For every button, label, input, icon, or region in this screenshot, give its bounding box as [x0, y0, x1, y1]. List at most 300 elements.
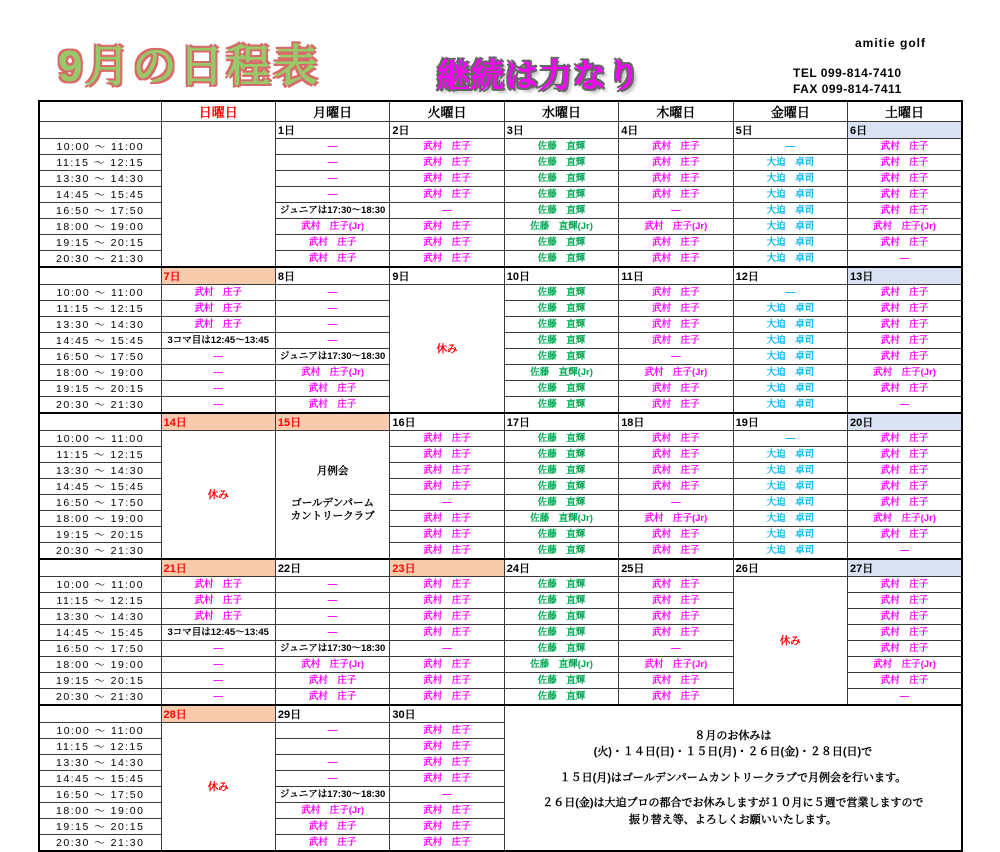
text-line: (火)・１４日(日)・１５日(月)・２６日(金)・２８日(日)で	[593, 746, 873, 759]
schedule-cell: ―	[275, 723, 389, 739]
schedule-cell: 武村 庄子	[848, 495, 962, 511]
schedule-cell: 大迫 卓司	[733, 543, 847, 560]
time-slot-label: 16:50 ～ 17:50	[39, 787, 161, 803]
time-column-spacer	[39, 122, 161, 139]
time-slot-label: 16:50 ～ 17:50	[39, 349, 161, 365]
schedule-cell: ―	[275, 609, 389, 625]
time-slot-label: 18:00 ～ 19:00	[39, 803, 161, 819]
schedule-cell: 佐藤 直輝(Jr)	[504, 219, 618, 235]
date-row	[39, 413, 962, 431]
schedule-cell: 大迫 卓司	[733, 381, 847, 397]
schedule-cell: ―	[275, 577, 389, 593]
schedule-cell: 武村 庄子	[848, 301, 962, 317]
schedule-cell: 武村 庄子	[848, 139, 962, 155]
schedule-cell: 佐藤 直輝	[504, 155, 618, 171]
time-slot-label: 14:45 ～ 15:45	[39, 479, 161, 495]
date-row	[39, 559, 962, 577]
date-cell: 6日	[848, 122, 962, 139]
schedule-cell: 武村 庄子	[619, 527, 733, 543]
schedule-cell: ―	[275, 593, 389, 609]
time-slot-label: 20:30 ～ 21:30	[39, 689, 161, 706]
schedule-cell: 佐藤 直輝	[504, 543, 618, 560]
schedule-cell: 大迫 卓司	[733, 171, 847, 187]
schedule-cell: ―	[619, 641, 733, 657]
fax-line: FAX 099-814-7411	[793, 81, 902, 96]
date-cell: 20日	[848, 413, 962, 431]
motto-text: 継続は力なり	[437, 57, 641, 94]
schedule-cell: ―	[733, 431, 847, 447]
time-slot-label: 18:00 ～ 19:00	[39, 657, 161, 673]
schedule-cell: 武村 庄子	[275, 235, 389, 251]
schedule-cell: ―	[161, 381, 275, 397]
schedule-cell: ―	[275, 317, 389, 333]
time-slot-label: 19:15 ～ 20:15	[39, 673, 161, 689]
schedule-cell: ―	[390, 787, 504, 803]
schedule-cell: 武村 庄子(Jr)	[619, 219, 733, 235]
company-name: amitie golf	[854, 36, 926, 50]
schedule-cell: 武村 庄子	[390, 251, 504, 268]
schedule-cell: ―	[390, 641, 504, 657]
schedule-cell: ―	[848, 689, 962, 706]
schedule-cell: 武村 庄子(Jr)	[275, 365, 389, 381]
schedule-cell: 武村 庄子(Jr)	[848, 657, 962, 673]
schedule-cell: 大迫 卓司	[733, 187, 847, 203]
schedule-cell: 武村 庄子(Jr)	[848, 365, 962, 381]
schedule-cell: 武村 庄子	[619, 609, 733, 625]
schedule-cell: 武村 庄子	[161, 301, 275, 317]
time-slot-label: 11:15 ～ 12:15	[39, 301, 161, 317]
schedule-cell: 武村 庄子	[619, 171, 733, 187]
schedule-cell: 武村 庄子	[848, 317, 962, 333]
schedule-cell: ―	[275, 625, 389, 641]
schedule-cell: 大迫 卓司	[733, 511, 847, 527]
schedule-cell: 佐藤 直輝	[504, 527, 618, 543]
day-header-monday: 月曜日	[275, 101, 389, 122]
schedule-cell: 武村 庄子	[390, 171, 504, 187]
date-cell: 4日	[619, 122, 733, 139]
schedule-cell: ―	[619, 203, 733, 219]
time-slot-label: 10:00 ～ 11:00	[39, 139, 161, 155]
closed-cell	[161, 723, 275, 852]
closed-cell	[390, 285, 504, 414]
schedule-cell: 武村 庄子	[848, 609, 962, 625]
time-slot-label: 11:15 ～ 12:15	[39, 593, 161, 609]
date-cell: 27日	[848, 559, 962, 577]
date-cell: 22日	[275, 559, 389, 577]
schedule-cell: 武村 庄子	[275, 673, 389, 689]
schedule-cell: 武村 庄子	[390, 431, 504, 447]
date-row	[39, 122, 962, 139]
date-cell: 16日	[390, 413, 504, 431]
schedule-cell: 武村 庄子	[390, 511, 504, 527]
schedule-cell: ―	[275, 333, 389, 349]
day-header-saturday: 土曜日	[848, 101, 962, 122]
schedule-cell: 武村 庄子	[848, 381, 962, 397]
schedule-cell: 武村 庄子	[390, 463, 504, 479]
date-cell: 19日	[733, 413, 847, 431]
schedule-cell: 武村 庄子	[390, 673, 504, 689]
time-slot-label: 19:15 ～ 20:15	[39, 527, 161, 543]
schedule-cell: 武村 庄子	[390, 155, 504, 171]
schedule-cell: 佐藤 直輝	[504, 317, 618, 333]
date-cell: 1日	[275, 122, 389, 139]
schedule-cell: 武村 庄子	[619, 285, 733, 301]
schedule-cell: 武村 庄子	[848, 577, 962, 593]
time-slot-label: 10:00 ～ 11:00	[39, 577, 161, 593]
schedule-cell: 佐藤 直輝	[504, 139, 618, 155]
schedule-cell: ジュニアは17:30～18:30	[275, 787, 389, 803]
schedule-cell: 佐藤 直輝	[504, 285, 618, 301]
schedule-cell: 武村 庄子(Jr)	[619, 365, 733, 381]
tel-line: TEL 099-814-7410	[793, 66, 902, 80]
schedule-cell: 武村 庄子	[619, 235, 733, 251]
schedule-cell: 佐藤 直輝(Jr)	[504, 365, 618, 381]
schedule-cell: 武村 庄子	[619, 431, 733, 447]
date-cell: 10日	[504, 267, 618, 285]
day-header-wednesday: 水曜日	[504, 101, 618, 122]
schedule-cell: 武村 庄子(Jr)	[848, 219, 962, 235]
time-slot-label: 19:15 ～ 20:15	[39, 235, 161, 251]
schedule-cell: 武村 庄子	[390, 447, 504, 463]
time-slot-label: 20:30 ～ 21:30	[39, 835, 161, 852]
schedule-cell: ―	[275, 187, 389, 203]
schedule-cell: ―	[275, 755, 389, 771]
schedule-cell: 佐藤 直輝(Jr)	[504, 511, 618, 527]
schedule-cell: 武村 庄子	[390, 139, 504, 155]
schedule-cell: 武村 庄子	[390, 723, 504, 739]
schedule-cell: 武村 庄子	[390, 625, 504, 641]
schedule-cell: 武村 庄子	[619, 381, 733, 397]
text-line: ８月のお休みは	[694, 729, 772, 742]
schedule-cell: 佐藤 直輝	[504, 609, 618, 625]
text-line: ゴールデンパーム	[291, 496, 375, 509]
schedule-cell: 武村 庄子	[848, 187, 962, 203]
text-line: １５日(月)はゴールデンパームカントリークラブで月例会を行います。	[559, 771, 907, 784]
schedule-cell: 武村 庄子	[390, 479, 504, 495]
text-line: 振り替え等、よろしくお願いいたします。	[628, 813, 837, 826]
schedule-cell: 武村 庄子	[848, 285, 962, 301]
schedule-cell: 大迫 卓司	[733, 251, 847, 268]
date-cell: 3日	[504, 122, 618, 139]
time-slot-label: 14:45 ～ 15:45	[39, 625, 161, 641]
text-line: 休み	[779, 635, 801, 647]
schedule-cell: 大迫 卓司	[733, 447, 847, 463]
date-cell: 29日	[275, 705, 389, 723]
schedule-cell: 武村 庄子	[619, 251, 733, 268]
schedule-cell: 武村 庄子(Jr)	[619, 657, 733, 673]
event-cell	[275, 431, 389, 560]
date-cell: 25日	[619, 559, 733, 577]
empty-day-cell	[161, 122, 275, 268]
time-slot-label: 13:30 ～ 14:30	[39, 463, 161, 479]
schedule-cell: 大迫 卓司	[733, 495, 847, 511]
schedule-cell: 武村 庄子	[390, 187, 504, 203]
schedule-cell: 大迫 卓司	[733, 527, 847, 543]
schedule-cell: ―	[161, 397, 275, 414]
schedule-cell: 佐藤 直輝	[504, 689, 618, 706]
schedule-cell: 武村 庄子(Jr)	[619, 511, 733, 527]
schedule-cell: 佐藤 直輝	[504, 463, 618, 479]
schedule-cell: 武村 庄子	[619, 689, 733, 706]
schedule-cell: 武村 庄子	[619, 447, 733, 463]
schedule-cell: 佐藤 直輝	[504, 593, 618, 609]
time-slot-label: 19:15 ～ 20:15	[39, 381, 161, 397]
schedule-cell: 3コマ目は12:45～13:45	[161, 333, 275, 349]
schedule-cell: 3コマ目は12:45～13:45	[161, 625, 275, 641]
time-slot-label: 18:00 ～ 19:00	[39, 365, 161, 381]
date-cell: 30日	[390, 705, 504, 723]
schedule-cell: 武村 庄子	[161, 577, 275, 593]
text-line: 休み	[436, 343, 458, 355]
date-cell: 14日	[161, 413, 275, 431]
closed-cell	[733, 577, 847, 706]
schedule-cell: 大迫 卓司	[733, 235, 847, 251]
schedule-cell: 佐藤 直輝	[504, 203, 618, 219]
schedule-cell: ―	[275, 301, 389, 317]
schedule-cell: 武村 庄子	[390, 771, 504, 787]
time-slot-label: 16:50 ～ 17:50	[39, 203, 161, 219]
schedule-cell: 武村 庄子	[275, 397, 389, 414]
schedule-cell: 武村 庄子	[275, 251, 389, 268]
schedule-cell: ―	[161, 641, 275, 657]
schedule-cell: 武村 庄子	[848, 463, 962, 479]
slot-row	[39, 431, 962, 447]
schedule-cell: 武村 庄子	[848, 171, 962, 187]
time-slot-label: 13:30 ～ 14:30	[39, 609, 161, 625]
schedule-table	[38, 100, 963, 852]
date-cell: 7日	[161, 267, 275, 285]
schedule-cell: 大迫 卓司	[733, 397, 847, 414]
schedule-cell: 武村 庄子(Jr)	[275, 657, 389, 673]
schedule-cell: ジュニアは17:30～18:30	[275, 641, 389, 657]
schedule-cell: 佐藤 直輝(Jr)	[504, 657, 618, 673]
schedule-cell: 武村 庄子	[161, 593, 275, 609]
schedule-cell: 佐藤 直輝	[504, 235, 618, 251]
time-column-spacer	[39, 559, 161, 577]
schedule-cell: 武村 庄子	[161, 285, 275, 301]
schedule-cell: 武村 庄子	[848, 349, 962, 365]
date-cell: 15日	[275, 413, 389, 431]
schedule-cell: ―	[161, 657, 275, 673]
schedule-cell: 武村 庄子	[619, 333, 733, 349]
schedule-cell: 武村 庄子	[390, 577, 504, 593]
page-title: 9月の日程表	[58, 42, 321, 91]
text-line	[505, 786, 961, 795]
schedule-cell: ―	[275, 155, 389, 171]
schedule-cell: 武村 庄子	[619, 187, 733, 203]
schedule-cell: 大迫 卓司	[733, 333, 847, 349]
time-slot-label: 20:30 ～ 21:30	[39, 543, 161, 560]
time-column-spacer	[39, 267, 161, 285]
time-slot-label: 18:00 ～ 19:00	[39, 511, 161, 527]
schedule-cell: 武村 庄子	[619, 625, 733, 641]
schedule-cell: 大迫 卓司	[733, 317, 847, 333]
schedule-cell: 大迫 卓司	[733, 463, 847, 479]
schedule-cell: 大迫 卓司	[733, 219, 847, 235]
schedule-cell: 武村 庄子	[848, 479, 962, 495]
schedule-cell: 武村 庄子	[275, 689, 389, 706]
schedule-cell: 武村 庄子(Jr)	[275, 219, 389, 235]
schedule-cell: 武村 庄子	[619, 479, 733, 495]
day-header-row	[39, 101, 962, 122]
schedule-table-body	[39, 101, 962, 851]
date-cell: 13日	[848, 267, 962, 285]
schedule-cell: 武村 庄子(Jr)	[848, 511, 962, 527]
slot-row	[39, 285, 962, 301]
schedule-cell: 武村 庄子	[390, 689, 504, 706]
schedule-cell: ―	[733, 285, 847, 301]
time-slot-label: 16:50 ～ 17:50	[39, 495, 161, 511]
schedule-cell: 佐藤 直輝	[504, 577, 618, 593]
schedule-cell: 武村 庄子	[390, 803, 504, 819]
schedule-cell: 大迫 卓司	[733, 301, 847, 317]
date-cell: 12日	[733, 267, 847, 285]
schedule-cell: 佐藤 直輝	[504, 431, 618, 447]
schedule-cell: 武村 庄子	[619, 397, 733, 414]
time-slot-label: 14:45 ～ 15:45	[39, 771, 161, 787]
schedule-cell: ―	[161, 365, 275, 381]
schedule-cell: 武村 庄子	[619, 155, 733, 171]
schedule-cell: 武村 庄子	[390, 835, 504, 852]
time-slot-label: 20:30 ～ 21:30	[39, 251, 161, 268]
time-slot-label: 11:15 ～ 12:15	[39, 447, 161, 463]
time-slot-label: 10:00 ～ 11:00	[39, 285, 161, 301]
schedule-cell: 佐藤 直輝	[504, 495, 618, 511]
date-cell: 5日	[733, 122, 847, 139]
date-cell: 17日	[504, 413, 618, 431]
date-cell: 2日	[390, 122, 504, 139]
schedule-cell: 佐藤 直輝	[504, 171, 618, 187]
schedule-cell: 武村 庄子	[848, 203, 962, 219]
schedule-cell: ―	[161, 689, 275, 706]
date-cell: 24日	[504, 559, 618, 577]
schedule-cell: 武村 庄子	[848, 235, 962, 251]
time-column-spacer	[39, 705, 161, 723]
time-slot-label: 10:00 ～ 11:00	[39, 431, 161, 447]
schedule-cell: 佐藤 直輝	[504, 301, 618, 317]
schedule-cell: 佐藤 直輝	[504, 251, 618, 268]
schedule-cell: 武村 庄子	[390, 235, 504, 251]
contact-block	[793, 36, 988, 97]
schedule-cell: 武村 庄子	[848, 527, 962, 543]
time-slot-label: 20:30 ～ 21:30	[39, 397, 161, 414]
time-slot-label: 11:15 ～ 12:15	[39, 739, 161, 755]
schedule-cell: 佐藤 直輝	[504, 641, 618, 657]
schedule-cell: 武村 庄子	[619, 593, 733, 609]
slot-row	[39, 577, 962, 593]
schedule-cell: 佐藤 直輝	[504, 673, 618, 689]
time-column-spacer	[39, 413, 161, 431]
schedule-cell: 武村 庄子	[848, 641, 962, 657]
date-cell: 9日	[390, 267, 504, 285]
schedule-cell: ―	[848, 397, 962, 414]
table-corner-cell	[39, 101, 161, 122]
date-cell: 28日	[161, 705, 275, 723]
time-slot-label: 19:15 ～ 20:15	[39, 819, 161, 835]
schedule-cell: 佐藤 直輝	[504, 447, 618, 463]
schedule-cell: 武村 庄子	[390, 755, 504, 771]
schedule-cell: ―	[848, 251, 962, 268]
schedule-cell: 武村 庄子	[161, 609, 275, 625]
schedule-cell: 武村 庄子	[390, 593, 504, 609]
date-row	[39, 705, 962, 723]
schedule-cell: ジュニアは17:30～18:30	[275, 203, 389, 219]
text-line: 月例会	[316, 465, 349, 478]
schedule-cell: 武村 庄子	[390, 219, 504, 235]
text-line: ２６日(金)は大迫プロの都合でお休みしますが１０月に５週で営業しますので	[542, 797, 924, 810]
schedule-cell: ―	[619, 495, 733, 511]
schedule-cell: 武村 庄子	[619, 673, 733, 689]
time-slot-label: 10:00 ～ 11:00	[39, 723, 161, 739]
schedule-cell: 武村 庄子	[390, 543, 504, 560]
schedule-cell: ―	[275, 285, 389, 301]
schedule-cell: 大迫 卓司	[733, 365, 847, 381]
schedule-cell: 大迫 卓司	[733, 155, 847, 171]
text-line: カントリークラブ	[290, 510, 375, 523]
date-cell: 18日	[619, 413, 733, 431]
schedule-cell: 佐藤 直輝	[504, 187, 618, 203]
schedule-cell: 佐藤 直輝	[504, 381, 618, 397]
schedule-cell: 武村 庄子	[848, 593, 962, 609]
schedule-cell: 武村 庄子(Jr)	[275, 803, 389, 819]
schedule-cell: 武村 庄子	[848, 447, 962, 463]
time-slot-label: 13:30 ～ 14:30	[39, 171, 161, 187]
time-slot-label: 13:30 ～ 14:30	[39, 317, 161, 333]
schedule-cell: 佐藤 直輝	[504, 479, 618, 495]
schedule-cell: 武村 庄子	[390, 657, 504, 673]
day-header-tuesday: 火曜日	[390, 101, 504, 122]
schedule-cell: ―	[161, 673, 275, 689]
date-cell: 23日	[390, 559, 504, 577]
schedule-cell	[275, 739, 389, 755]
schedule-cell: 武村 庄子	[848, 673, 962, 689]
schedule-cell: 武村 庄子	[619, 463, 733, 479]
day-header-sunday: 日曜日	[161, 101, 275, 122]
date-cell: 26日	[733, 559, 847, 577]
schedule-cell: 武村 庄子	[275, 381, 389, 397]
schedule-cell: 武村 庄子	[619, 139, 733, 155]
schedule-cell: ―	[619, 349, 733, 365]
schedule-cell: 武村 庄子	[619, 577, 733, 593]
schedule-cell: ―	[161, 349, 275, 365]
schedule-cell: ―	[275, 771, 389, 787]
schedule-cell: 武村 庄子	[848, 333, 962, 349]
schedule-cell: 武村 庄子	[619, 543, 733, 560]
text-line: 休み	[207, 781, 229, 793]
schedule-cell: ジュニアは17:30～18:30	[275, 349, 389, 365]
schedule-cell: ―	[390, 495, 504, 511]
schedule-cell: 武村 庄子	[619, 301, 733, 317]
notes-cell	[504, 705, 962, 851]
schedule-cell: ―	[733, 139, 847, 155]
text-line: 休み	[207, 489, 229, 501]
text-line	[505, 761, 961, 770]
schedule-cell: 武村 庄子	[161, 317, 275, 333]
schedule-cell: 佐藤 直輝	[504, 397, 618, 414]
time-slot-label: 11:15 ～ 12:15	[39, 155, 161, 171]
schedule-cell: 武村 庄子	[275, 819, 389, 835]
schedule-cell: 大迫 卓司	[733, 349, 847, 365]
schedule-cell: 武村 庄子	[390, 527, 504, 543]
schedule-cell: 佐藤 直輝	[504, 349, 618, 365]
schedule-cell: 佐藤 直輝	[504, 333, 618, 349]
schedule-cell: 武村 庄子	[848, 625, 962, 641]
day-header-thursday: 木曜日	[619, 101, 733, 122]
schedule-cell: ―	[275, 139, 389, 155]
schedule-cell: 武村 庄子	[275, 835, 389, 852]
date-row	[39, 267, 962, 285]
date-cell: 21日	[161, 559, 275, 577]
